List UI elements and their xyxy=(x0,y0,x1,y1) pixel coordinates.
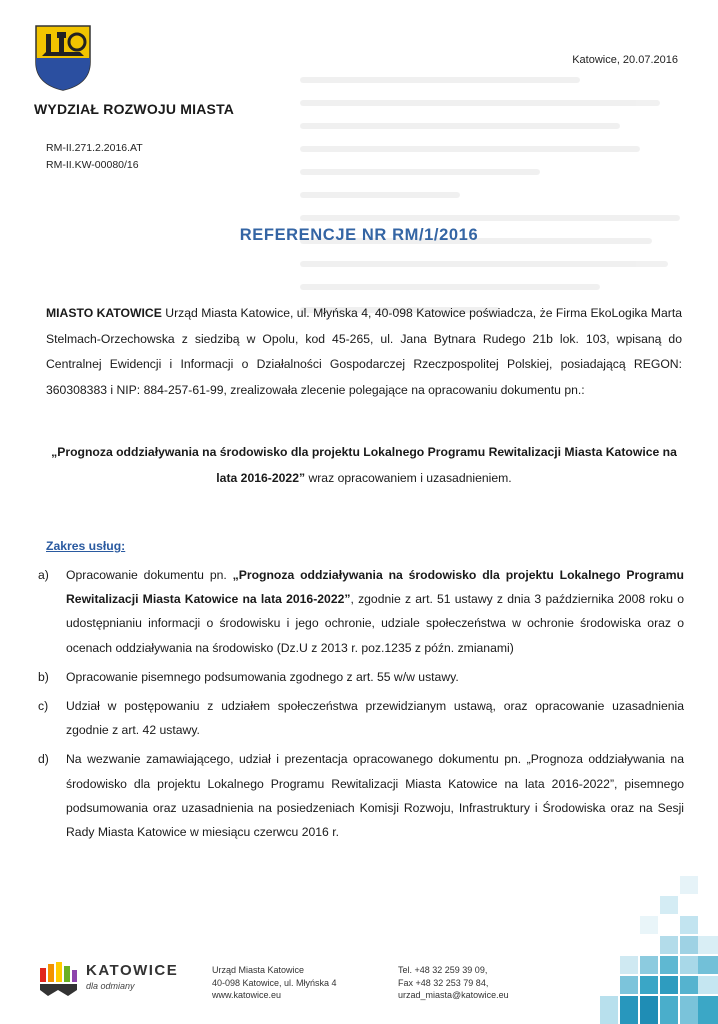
scope-item-marker: d) xyxy=(38,752,49,767)
scope-item-c xyxy=(38,694,684,742)
scope-item-text: Na wezwanie zamawiającego, udział i prezentacja opracowanego dokumentu pn. „Prognoza oddziaływania na środowisko dla projektu Lokalnego Programu Rewitalizacji Miasta Katowice na lata 2016-2022”, pisemnego podsumowania oraz uzasadnienia na posiedzeniach Komisji Rozwoju, Infrastruktury i Środowiska oraz na Sesji Rady Miasta Katowice w miesiącu czerwcu 2016 r. xyxy=(66,752,684,840)
office-email: urzad_miasta@katowice.eu xyxy=(398,990,509,1000)
letterhead-footer xyxy=(0,950,718,1024)
brand-tagline: dla odmiany xyxy=(86,981,135,991)
footer-contact xyxy=(398,964,509,1002)
department-name: WYDZIAŁ ROZWOJU MIASTA xyxy=(34,101,235,117)
project-document-name xyxy=(46,440,682,491)
brand-name: KATOWICE xyxy=(86,962,179,979)
city-name: MIASTO KATOWICE xyxy=(46,306,162,320)
office-name: Urząd Miasta Katowice xyxy=(212,965,305,975)
scope-item-d xyxy=(38,747,684,844)
scope-item-a xyxy=(38,563,684,660)
project-document-suffix: wraz opracowaniem i uzasadnieniem. xyxy=(305,470,512,485)
reference-number-2: RM-II.KW-00080/16 xyxy=(46,159,139,171)
intro-paragraph xyxy=(46,301,682,403)
scope-item-marker: c) xyxy=(38,699,49,714)
office-website: www.katowice.eu xyxy=(212,990,282,1000)
footer-address xyxy=(212,964,337,1002)
scope-item-text-bold: „Prognoza oddziaływania na środowisko dla projektu Lokalnego Programu Rewitalizacji Miasta Katowice na lata 2016-2022” xyxy=(66,568,684,607)
scope-item-text xyxy=(66,563,684,660)
scope-item-text-post: , zgodnie z art. 51 ustawy z dnia 3 października 2008 roku o udostępnianiu informacji o środowisku i jego ochronie, udziale społeczeństwa w ochronie środowiska oraz o ocenach oddziaływania na środowisko (Dz.U z 2013 r. poz.1235 z późn. zmianami) xyxy=(66,592,684,655)
city-crest-icon xyxy=(32,22,94,92)
intro-text: Urząd Miasta Katowice, ul. Młyńska 4, 40-098 Katowice poświadcza, że Firma EkoLogika Marta Stelmach-Orzechowska z siedzibą w Opolu, kod 45-265, ul. Jana Bytnara Rudego 21b lok. 103, wpisaną do Centralnej Ewidencji i Informacji o Działalności Gospodarczej Rzeczpospolitej Polskiej, posiadającą REGON: 360308383 i NIP: 884-257-61-99, zrealizowała zlecenie polegające na opracowaniu dokumentu pn.: xyxy=(46,306,682,397)
reference-number-1: RM-II.271.2.2016.AT xyxy=(46,142,143,154)
decorative-squares xyxy=(568,876,718,1024)
scope-item-text: Opracowanie pisemnego podsumowania zgodnego z art. 55 w/w ustawy. xyxy=(66,669,459,684)
scope-item-text-pre: Opracowanie dokumentu pn. xyxy=(66,568,233,582)
reference-numbers xyxy=(46,140,143,174)
katowice-logo-icon xyxy=(38,958,78,998)
document-date: Katowice, 20.07.2016 xyxy=(572,54,678,66)
scope-item-b xyxy=(38,665,684,689)
project-document-title: „Prognoza oddziaływania na środowisko dla projektu Lokalnego Programu Rewitalizacji Miasta Katowice na lata 2016-2022” xyxy=(51,445,677,485)
office-fax: Fax +48 32 253 79 84, xyxy=(398,977,489,988)
scope-item-text: Udział w postępowaniu z udziałem społeczeństwa przewidzianym ustawą, oraz opracowanie uzasadnienia zgodnie z art. 42 ustawy. xyxy=(66,699,684,738)
scope-list xyxy=(38,563,684,849)
scope-heading: Zakres usług: xyxy=(46,539,126,553)
scope-item-marker: b) xyxy=(38,669,49,684)
scope-item-marker: a) xyxy=(38,568,49,582)
document-title: REFERENCJE NR RM/1/2016 xyxy=(239,226,479,244)
office-street: 40-098 Katowice, ul. Młyńska 4 xyxy=(212,977,337,988)
office-phone: Tel. +48 32 259 39 09, xyxy=(398,965,488,975)
